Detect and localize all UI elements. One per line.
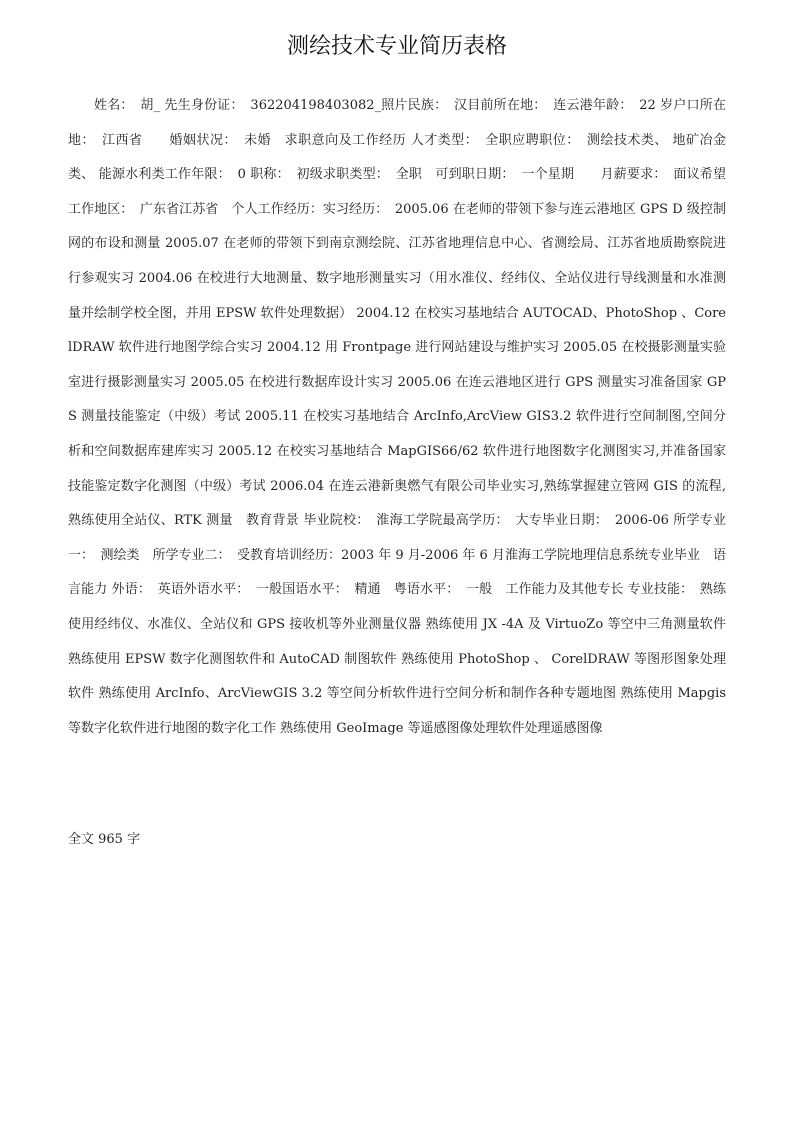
word-count: 全文 965 字 xyxy=(68,832,141,847)
document-title: 测绘技术专业简历表格 xyxy=(286,34,507,59)
resume-body-text: 姓名： 胡_ 先生身份证： 362204198403082_照片民族： 汉目前所在地： 连云港年龄： 22 岁户口所在地： 江西省 婚姻状况： 未婚 求职意向及工作经历 人才类型： 全职应聘职位： 测绘技术类、 地矿冶金类、 能源水利类工作年限： 0 职称： 初级求职类型： 全职 可到职日期： 一个星期 月薪要求： 面议希望工作地区： 广东省江苏省 个人工作经历：实习经历： 2005.06 在老师的带领下参与连云港地区 GPS D 级控制网的布设和测量 2005.07 在老师的带领下到南京测绘院、江苏省地理信息中心、省测绘局、江苏省地质勘察院进行参观实习 2004.06 在校进行大地测量、数字地形测量实习（用水准仪、经纬仪、全站仪进行导线测量和水准测量并绘制学校全图，并用 EPSW 软件处理数据） 2004.12 在校实习基地结合 AUTOCAD、PhotoShop 、CorelDRAW 软件进行地图学综合实习 2004.12 用 Frontpage 进行网站建设与维护实习 2005.05 在校摄影测量实验室进行摄影测量实习 2005.05 在校进行数据库设计实习 2005.06 在连云港地区进行 GPS 测量实习准备国家 GPS 测量技能鉴定（中级）考试 2005.11 在校实习基地结合 ArcInfo,ArcView GIS3.2 软件进行空间制图,空间分析和空间数据库建库实习 2005.12 在校实习基地结合 MapGIS66/62 软件进行地图数字化测图实习,并准备国家技能鉴定数字化测图（中级）考试 2006.04 在连云港新奥燃气有限公司毕业实习,熟练掌握建立管网 GIS 的流程,熟练使用全站仪、RTK 测量 教育背景 毕业院校： 淮海工学院最高学历： 大专毕业日期： 2006-06 所学专业一： 测绘类 所学专业二： 受教育培训经历：2003 年 9 月-2006 年 6 月淮海工学院地理信息系统专业毕业 语言能力 外语： 英语外语水平： 一般国语水平： 精通 粤语水平： 一般 工作能力及其他专长 专业技能： 熟练使用经纬仪、水准仪、全站仪和 GPS 接收机等外业测量仪器 熟练使用 JX -4A 及 VirtuoZo 等空中三角测量软件 熟练使用 EPSW 数字化测图软件和 AutoCAD 制图软件 熟练使用 PhotoShop 、 CorelDRAW 等图形图象处理软件 熟练使用 ArcInfo、ArcViewGIS 3.2 等空间分析软件进行空间分析和制作各种专题地图 熟练使用 Mapgis 等数字化软件进行地图的数字化工作 熟练使用 GeoImage 等遥感图像处理软件处理遥感图像 xyxy=(68,98,726,736)
